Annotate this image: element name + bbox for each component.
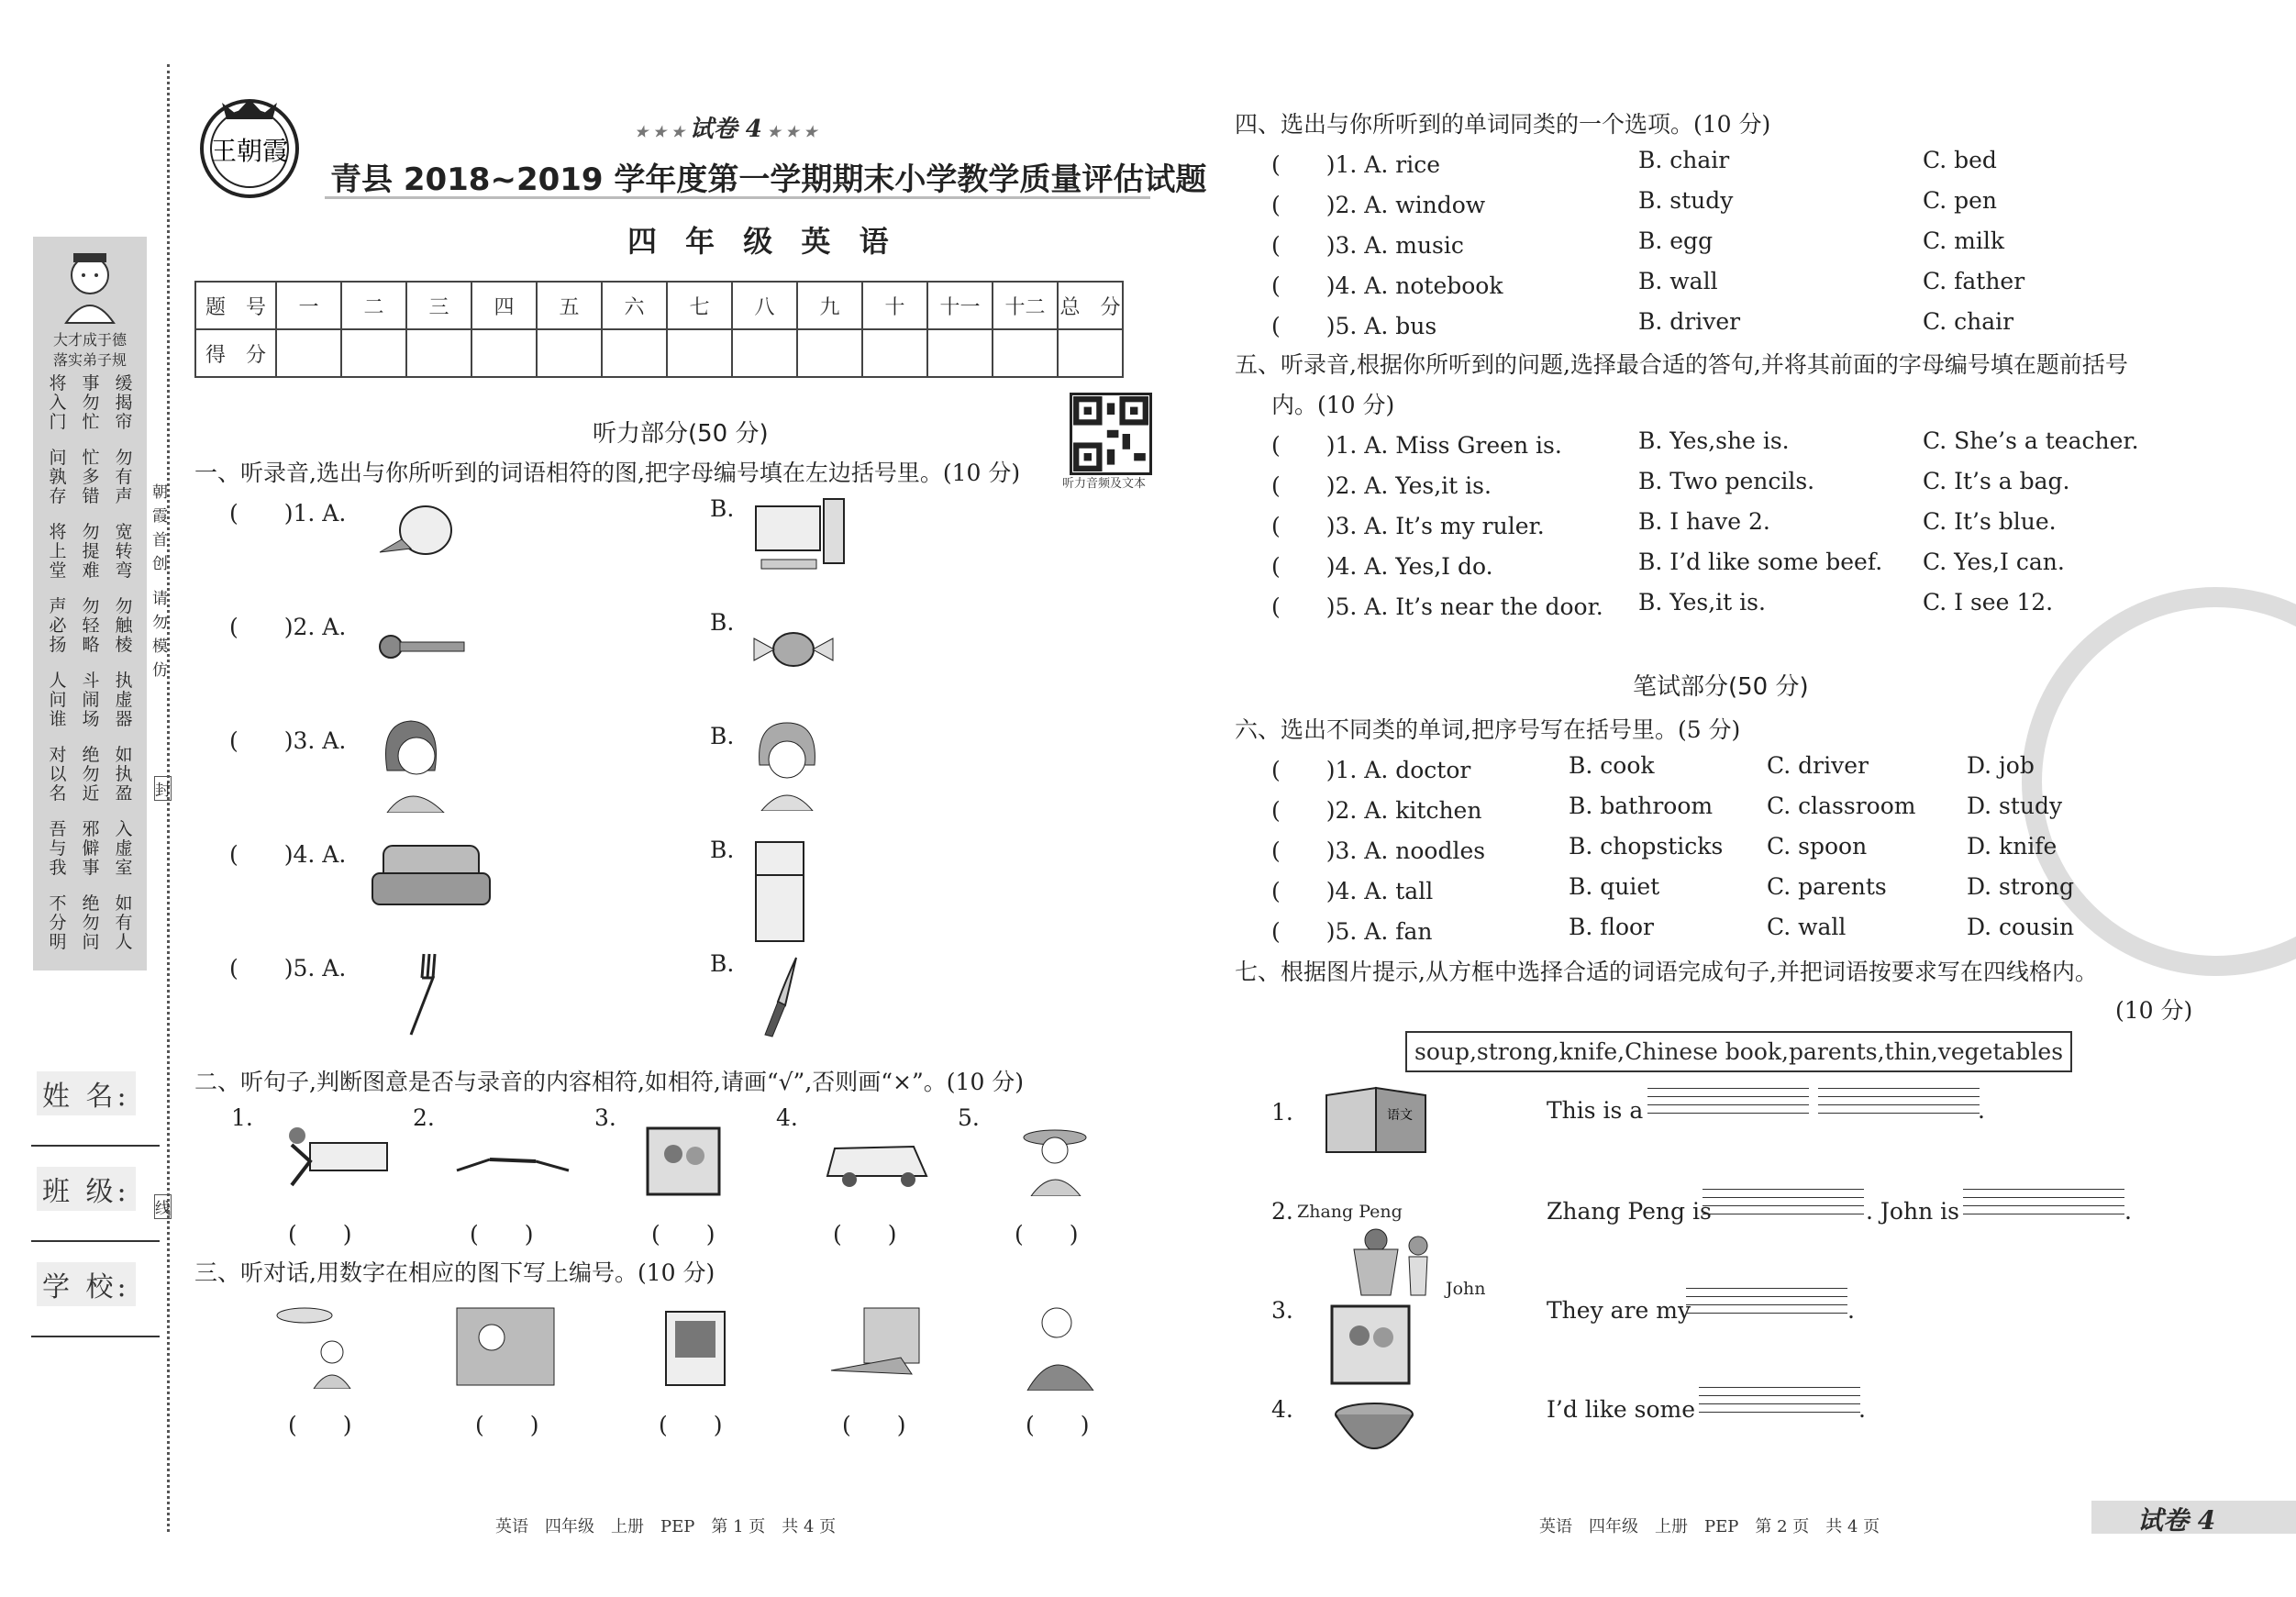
motto-column: 将上堂 (49, 522, 67, 581)
q7-item2-name1: Zhang Peng (1297, 1202, 1403, 1222)
q4-question[interactable]: ( )2. A. window (1271, 192, 1486, 218)
writing-line[interactable] (1686, 1288, 1847, 1289)
q7-item1-end: . (1978, 1097, 1985, 1124)
q3-book-picture (657, 1306, 734, 1389)
qr-code[interactable] (1070, 393, 1152, 475)
q6-question[interactable]: ( )5. A. fan (1271, 918, 1433, 945)
writing-line[interactable] (1647, 1113, 1809, 1114)
parents-photo-picture (1326, 1301, 1414, 1389)
q6-option: B. bathroom (1569, 793, 1714, 819)
q2-taxi-picture (822, 1121, 932, 1191)
q2-number: 2. (413, 1104, 435, 1131)
q6-question[interactable]: ( )3. A. noodles (1271, 837, 1486, 864)
score-value-row (195, 329, 1123, 377)
q4-question[interactable]: ( )4. A. notebook (1271, 272, 1503, 299)
computer-picture (752, 495, 853, 578)
q3-washing-picture (827, 1306, 928, 1389)
motto-column: 勿触棱 (115, 596, 133, 655)
q6-option: B. floor (1569, 914, 1654, 940)
q1-option-b-label: B. (710, 950, 735, 977)
writing-line[interactable] (1963, 1189, 2124, 1190)
q6-option: C. wall (1767, 914, 1847, 940)
q6-option: C. classroom (1767, 793, 1916, 819)
q1-item[interactable]: ( )4. A. (229, 841, 347, 868)
q2-answer-blank[interactable]: ( ) (470, 1221, 534, 1248)
q6-title: 六、选出不同类的单词,把序号写在括号里。(5 分) (1235, 716, 1741, 743)
q4-option: B. chair (1638, 147, 1730, 173)
name-label: 姓 名: (37, 1071, 136, 1115)
writing-line[interactable] (1686, 1304, 1847, 1305)
q2-title: 二、听句子,判断图意是否与录音的内容相符,如相符,请画“√”,否则画“×”。(10 分) (194, 1069, 1025, 1095)
score-header-cell: 十二 (993, 282, 1058, 329)
mascot-illustration (53, 248, 127, 325)
score-input-cell[interactable] (667, 329, 732, 377)
score-header-cell: 题 号 (195, 282, 276, 329)
short-hair-girl-picture (752, 719, 822, 811)
writing-line[interactable] (1647, 1096, 1809, 1097)
q1-item[interactable]: ( )5. A. (229, 955, 347, 981)
q5-option: C. She’s a teacher. (1923, 427, 2139, 454)
q3-answer-blank[interactable]: ( ) (288, 1412, 352, 1438)
score-header-cell: 七 (667, 282, 732, 329)
q1-option-b-label: B. (710, 609, 735, 636)
candy-picture (752, 624, 835, 675)
q4-question[interactable]: ( )1. A. rice (1271, 151, 1440, 178)
motto-column: 宽转弯 (115, 522, 133, 581)
q4-title: 四、选出与你所听到的单词同类的一个选项。(10 分) (1235, 111, 1771, 138)
writing-line[interactable] (1699, 1412, 1860, 1413)
soup-bowl-picture (1330, 1400, 1418, 1464)
motto-column: 对以名 (49, 745, 67, 804)
side-note-3: 封 (154, 776, 172, 801)
fridge-picture (752, 838, 807, 945)
q5-title: 五、听录音,根据你所听到的问题,选择最合适的答句,并将其前面的字母编号填在题前括号 (1235, 351, 2128, 378)
sofa-picture (369, 840, 494, 917)
school-label: 学 校: (37, 1262, 136, 1306)
motto-column: 缓揭帘 (115, 373, 133, 432)
q5-option: C. It’s blue. (1923, 508, 2057, 535)
score-header-cell: 八 (732, 282, 797, 329)
q4-option: B. study (1638, 187, 1734, 214)
class-field[interactable] (31, 1240, 160, 1242)
writing-line[interactable] (1818, 1088, 1980, 1089)
score-input-cell[interactable] (537, 329, 602, 377)
q7-item4-sentence: I’d like some (1547, 1396, 1696, 1423)
q2-answer-blank[interactable]: ( ) (288, 1221, 352, 1248)
book-cover-text: 语文 (1387, 1108, 1413, 1123)
q3-teacher-picture (455, 1306, 556, 1387)
writing-line[interactable] (1686, 1313, 1847, 1314)
writing-line[interactable] (1647, 1104, 1809, 1105)
writing-line[interactable] (1703, 1205, 1864, 1206)
footer-right: 英语 四年级 上册 PEP 第 2 页 共 4 页 (1539, 1517, 1880, 1536)
motto-column: 邪僻事 (82, 819, 100, 878)
q7-item4-num: 4. (1271, 1396, 1293, 1423)
logo-text: 王朝霞 (210, 136, 289, 166)
q5-option: B. Two pencils. (1638, 468, 1815, 494)
q1-option-b-label: B. (710, 495, 735, 522)
q1-item[interactable]: ( )1. A. (229, 500, 347, 527)
motto-column: 问孰存 (49, 448, 67, 506)
score-header-cell: 九 (797, 282, 862, 329)
q3-answer-blank[interactable]: ( ) (842, 1412, 906, 1438)
q1-item[interactable]: ( )3. A. (229, 727, 347, 754)
q6-question[interactable]: ( )4. A. tall (1271, 878, 1434, 904)
q3-answer-blank[interactable]: ( ) (1026, 1412, 1090, 1438)
q2-number: 3. (594, 1104, 616, 1131)
title-underline (325, 196, 1150, 199)
score-header-cell: 一 (276, 282, 341, 329)
score-input-cell[interactable] (732, 329, 797, 377)
motto-column: 吾与我 (49, 819, 67, 878)
q1-option-b-label: B. (710, 837, 735, 863)
q2-number: 4. (776, 1104, 798, 1131)
motto-column: 勿有声 (115, 448, 133, 506)
q5-option: B. I have 2. (1638, 508, 1770, 535)
q5-option: C. I see 12. (1923, 589, 2054, 616)
publisher-logo (194, 92, 305, 202)
q4-option: C. milk (1923, 227, 2004, 254)
q2-number: 5. (958, 1104, 980, 1131)
q7-item3-end: . (1847, 1297, 1855, 1324)
chinese-book-picture (1321, 1086, 1431, 1156)
q5-option: B. Yes,she is. (1638, 427, 1790, 454)
q3-answer-blank[interactable]: ( ) (659, 1412, 723, 1438)
writing-line[interactable] (1703, 1197, 1864, 1198)
q7-item4-end: . (1858, 1396, 1866, 1423)
motto-column: 执虚器 (115, 671, 133, 729)
score-header-cell: 三 (406, 282, 471, 329)
q6-question[interactable]: ( )1. A. doctor (1271, 757, 1471, 783)
q3-title: 三、听对话,用数字在相应的图下写上编号。(10 分) (194, 1259, 715, 1286)
writing-line[interactable] (1686, 1296, 1847, 1297)
q4-option: C. chair (1923, 308, 2014, 335)
q6-option: C. driver (1767, 752, 1869, 779)
motto-column: 勿轻略 (82, 596, 100, 655)
q7-title: 七、根据图片提示,从方框中选择合适的词语完成句子,并把词语按要求写在四线格内。 (1235, 959, 2098, 985)
q5-question[interactable]: ( )3. A. It’s my ruler. (1271, 513, 1545, 539)
fork-picture (402, 950, 438, 1038)
motto-column: 将入门 (49, 373, 67, 432)
school-field[interactable] (31, 1336, 160, 1337)
score-header-cell: 十 (862, 282, 927, 329)
q5-option: C. It’s a bag. (1923, 468, 2070, 494)
motto-column: 如有人 (115, 893, 133, 952)
motto-strip (33, 237, 147, 970)
footer-left: 英语 四年级 上册 PEP 第 1 页 共 4 页 (495, 1517, 837, 1536)
score-input-cell[interactable] (1058, 329, 1123, 377)
strong-thin-boys-picture (1348, 1224, 1440, 1297)
score-header-cell: 十一 (927, 282, 993, 329)
writing-line[interactable] (1818, 1104, 1980, 1105)
paper-number: ★ ★ ★ 试卷 4 ★ ★ ★ (635, 116, 817, 143)
name-field[interactable] (31, 1145, 160, 1147)
motto-column: 绝勿问 (82, 893, 100, 952)
q7-item1-num: 1. (1271, 1099, 1293, 1126)
class-label: 班 级: (37, 1167, 136, 1211)
q2-answer-blank[interactable]: ( ) (1015, 1221, 1079, 1248)
q1-item[interactable]: ( )2. A. (229, 614, 347, 640)
q7-item2-mid: . John is (1866, 1198, 1959, 1225)
q5-option: B. Yes,it is. (1638, 589, 1766, 616)
motto-bottom: 落实弟子规 (52, 351, 127, 369)
q2-farmer-picture (1004, 1123, 1095, 1196)
q6-option: D. knife (1967, 833, 2058, 859)
q5-question[interactable]: ( )4. A. Yes,I do. (1271, 553, 1493, 580)
q4-question[interactable]: ( )3. A. music (1271, 232, 1464, 259)
q5-question[interactable]: ( )1. A. Miss Green is. (1271, 432, 1562, 459)
writing-line[interactable] (1818, 1113, 1980, 1114)
score-table (194, 281, 1124, 378)
motto-column: 声必扬 (49, 596, 67, 655)
q7-item3-sentence: They are my (1547, 1297, 1691, 1324)
q6-option: B. quiet (1569, 873, 1660, 900)
score-input-cell[interactable] (341, 329, 406, 377)
long-hair-girl-picture (374, 715, 448, 813)
q6-option: D. strong (1967, 873, 2075, 900)
side-note-4: 线 (154, 1194, 172, 1219)
q6-option: B. chopsticks (1569, 833, 1724, 859)
paper-label-text: 试卷 4 (689, 116, 762, 143)
score-header-cell: 二 (341, 282, 406, 329)
q2-photo-picture (642, 1123, 725, 1200)
q5-question[interactable]: ( )2. A. Yes,it is. (1271, 472, 1492, 499)
q3-answer-blank[interactable]: ( ) (475, 1412, 539, 1438)
subject-title: 四 年 级 英 语 (627, 224, 898, 259)
score-input-cell[interactable] (406, 329, 471, 377)
footer-paper-label: 试卷 4 (2137, 1505, 2216, 1536)
q2-answer-blank[interactable]: ( ) (651, 1221, 715, 1248)
q4-question[interactable]: ( )5. A. bus (1271, 313, 1437, 339)
q4-option: C. father (1923, 268, 2025, 294)
q2-number: 1. (231, 1104, 253, 1131)
q6-option: D. cousin (1967, 914, 2075, 940)
q6-option: C. spoon (1767, 833, 1868, 859)
listening-title: 听力部分(50 分) (593, 420, 769, 448)
motto-column: 入虚室 (115, 819, 133, 878)
motto-column: 如执盈 (115, 745, 133, 804)
score-input-cell[interactable] (862, 329, 927, 377)
score-header-cell: 总 分 (1058, 282, 1123, 329)
q2-answer-blank[interactable]: ( ) (833, 1221, 897, 1248)
score-input-cell[interactable] (797, 329, 862, 377)
score-input-cell[interactable] (927, 329, 993, 377)
writing-line[interactable] (1647, 1088, 1809, 1089)
motto-column: 勿提难 (82, 522, 100, 581)
q5-title-cont: 内。(10 分) (1271, 392, 1395, 418)
motto-column: 事勿忙 (82, 373, 100, 432)
writing-line[interactable] (1963, 1205, 2124, 1206)
score-header-row (195, 282, 1123, 329)
motto-column: 斗闹场 (82, 671, 100, 729)
writing-line[interactable] (1818, 1096, 1980, 1097)
score-input-cell[interactable] (276, 329, 341, 377)
q1-option-b-label: B. (710, 723, 735, 749)
score-header-cell: 四 (471, 282, 537, 329)
writing-line[interactable] (1703, 1189, 1864, 1190)
writing-line[interactable] (1699, 1395, 1860, 1396)
q2-pen-picture (453, 1143, 572, 1180)
writing-line[interactable] (1699, 1387, 1860, 1388)
score-label-cell: 得 分 (195, 329, 276, 377)
q4-option: C. pen (1923, 187, 1998, 214)
q7-item2-sentence: Zhang Peng is (1547, 1198, 1712, 1225)
motto-top: 大才成于德 (52, 331, 127, 349)
q7-word-box: soup,strong,knife,Chinese book,parents,thin,vegetables (1405, 1031, 2072, 1072)
side-note-1: 朝霞首创 (152, 483, 168, 573)
motto-column: 绝勿近 (82, 745, 100, 804)
exam-title: 青县 2018~2019 学年度第一学期期末小学教学质量评估试题 (330, 161, 1207, 198)
q6-option: B. cook (1569, 752, 1655, 779)
side-note-2: 请勿模仿 (152, 590, 168, 680)
q6-option: C. parents (1767, 873, 1887, 900)
q1-title: 一、听录音,选出与你所听到的词语相符的图,把字母编号填在左边括号里。(10 分) (194, 460, 1021, 486)
motto-column: 忙多错 (82, 448, 100, 506)
q7-item2-end: . (2124, 1198, 2132, 1225)
q7-item2-name2: John (1446, 1279, 1486, 1299)
q7-points: (10 分) (2115, 997, 2193, 1024)
q2-desk-picture (255, 1125, 393, 1189)
fan-picture (374, 503, 457, 561)
score-input-cell[interactable] (471, 329, 537, 377)
motto-column: 不分明 (49, 893, 67, 952)
q6-option: D. job (1967, 752, 2035, 779)
q3-reading-man-picture (1020, 1303, 1103, 1391)
q4-option: C. bed (1923, 147, 1997, 173)
knife-picture (758, 954, 804, 1038)
q4-option: B. driver (1638, 308, 1741, 335)
q4-option: B. egg (1638, 227, 1714, 254)
q3-ceiling-fan-picture (268, 1297, 378, 1389)
qr-caption: 听力音频及文本 (1062, 477, 1147, 491)
q6-option: D. study (1967, 793, 2063, 819)
q5-question[interactable]: ( )5. A. It’s near the door. (1271, 593, 1603, 620)
writing-line[interactable] (1699, 1403, 1860, 1404)
key-picture (376, 624, 468, 670)
q7-item2-num: 2. (1271, 1198, 1293, 1225)
score-header-cell: 六 (602, 282, 667, 329)
q6-question[interactable]: ( )2. A. kitchen (1271, 797, 1482, 824)
motto-column: 人问谁 (49, 671, 67, 729)
q5-option: C. Yes,I can. (1923, 549, 2065, 575)
score-header-cell: 五 (537, 282, 602, 329)
q5-option: B. I’d like some beef. (1638, 549, 1883, 575)
q7-item3-num: 3. (1271, 1297, 1293, 1324)
q4-option: B. wall (1638, 268, 1718, 294)
writing-line[interactable] (1963, 1197, 2124, 1198)
score-input-cell[interactable] (602, 329, 667, 377)
q7-item1-sentence: This is a (1547, 1097, 1644, 1124)
writing-title: 笔试部分(50 分) (1633, 673, 1809, 701)
score-input-cell[interactable] (993, 329, 1058, 377)
